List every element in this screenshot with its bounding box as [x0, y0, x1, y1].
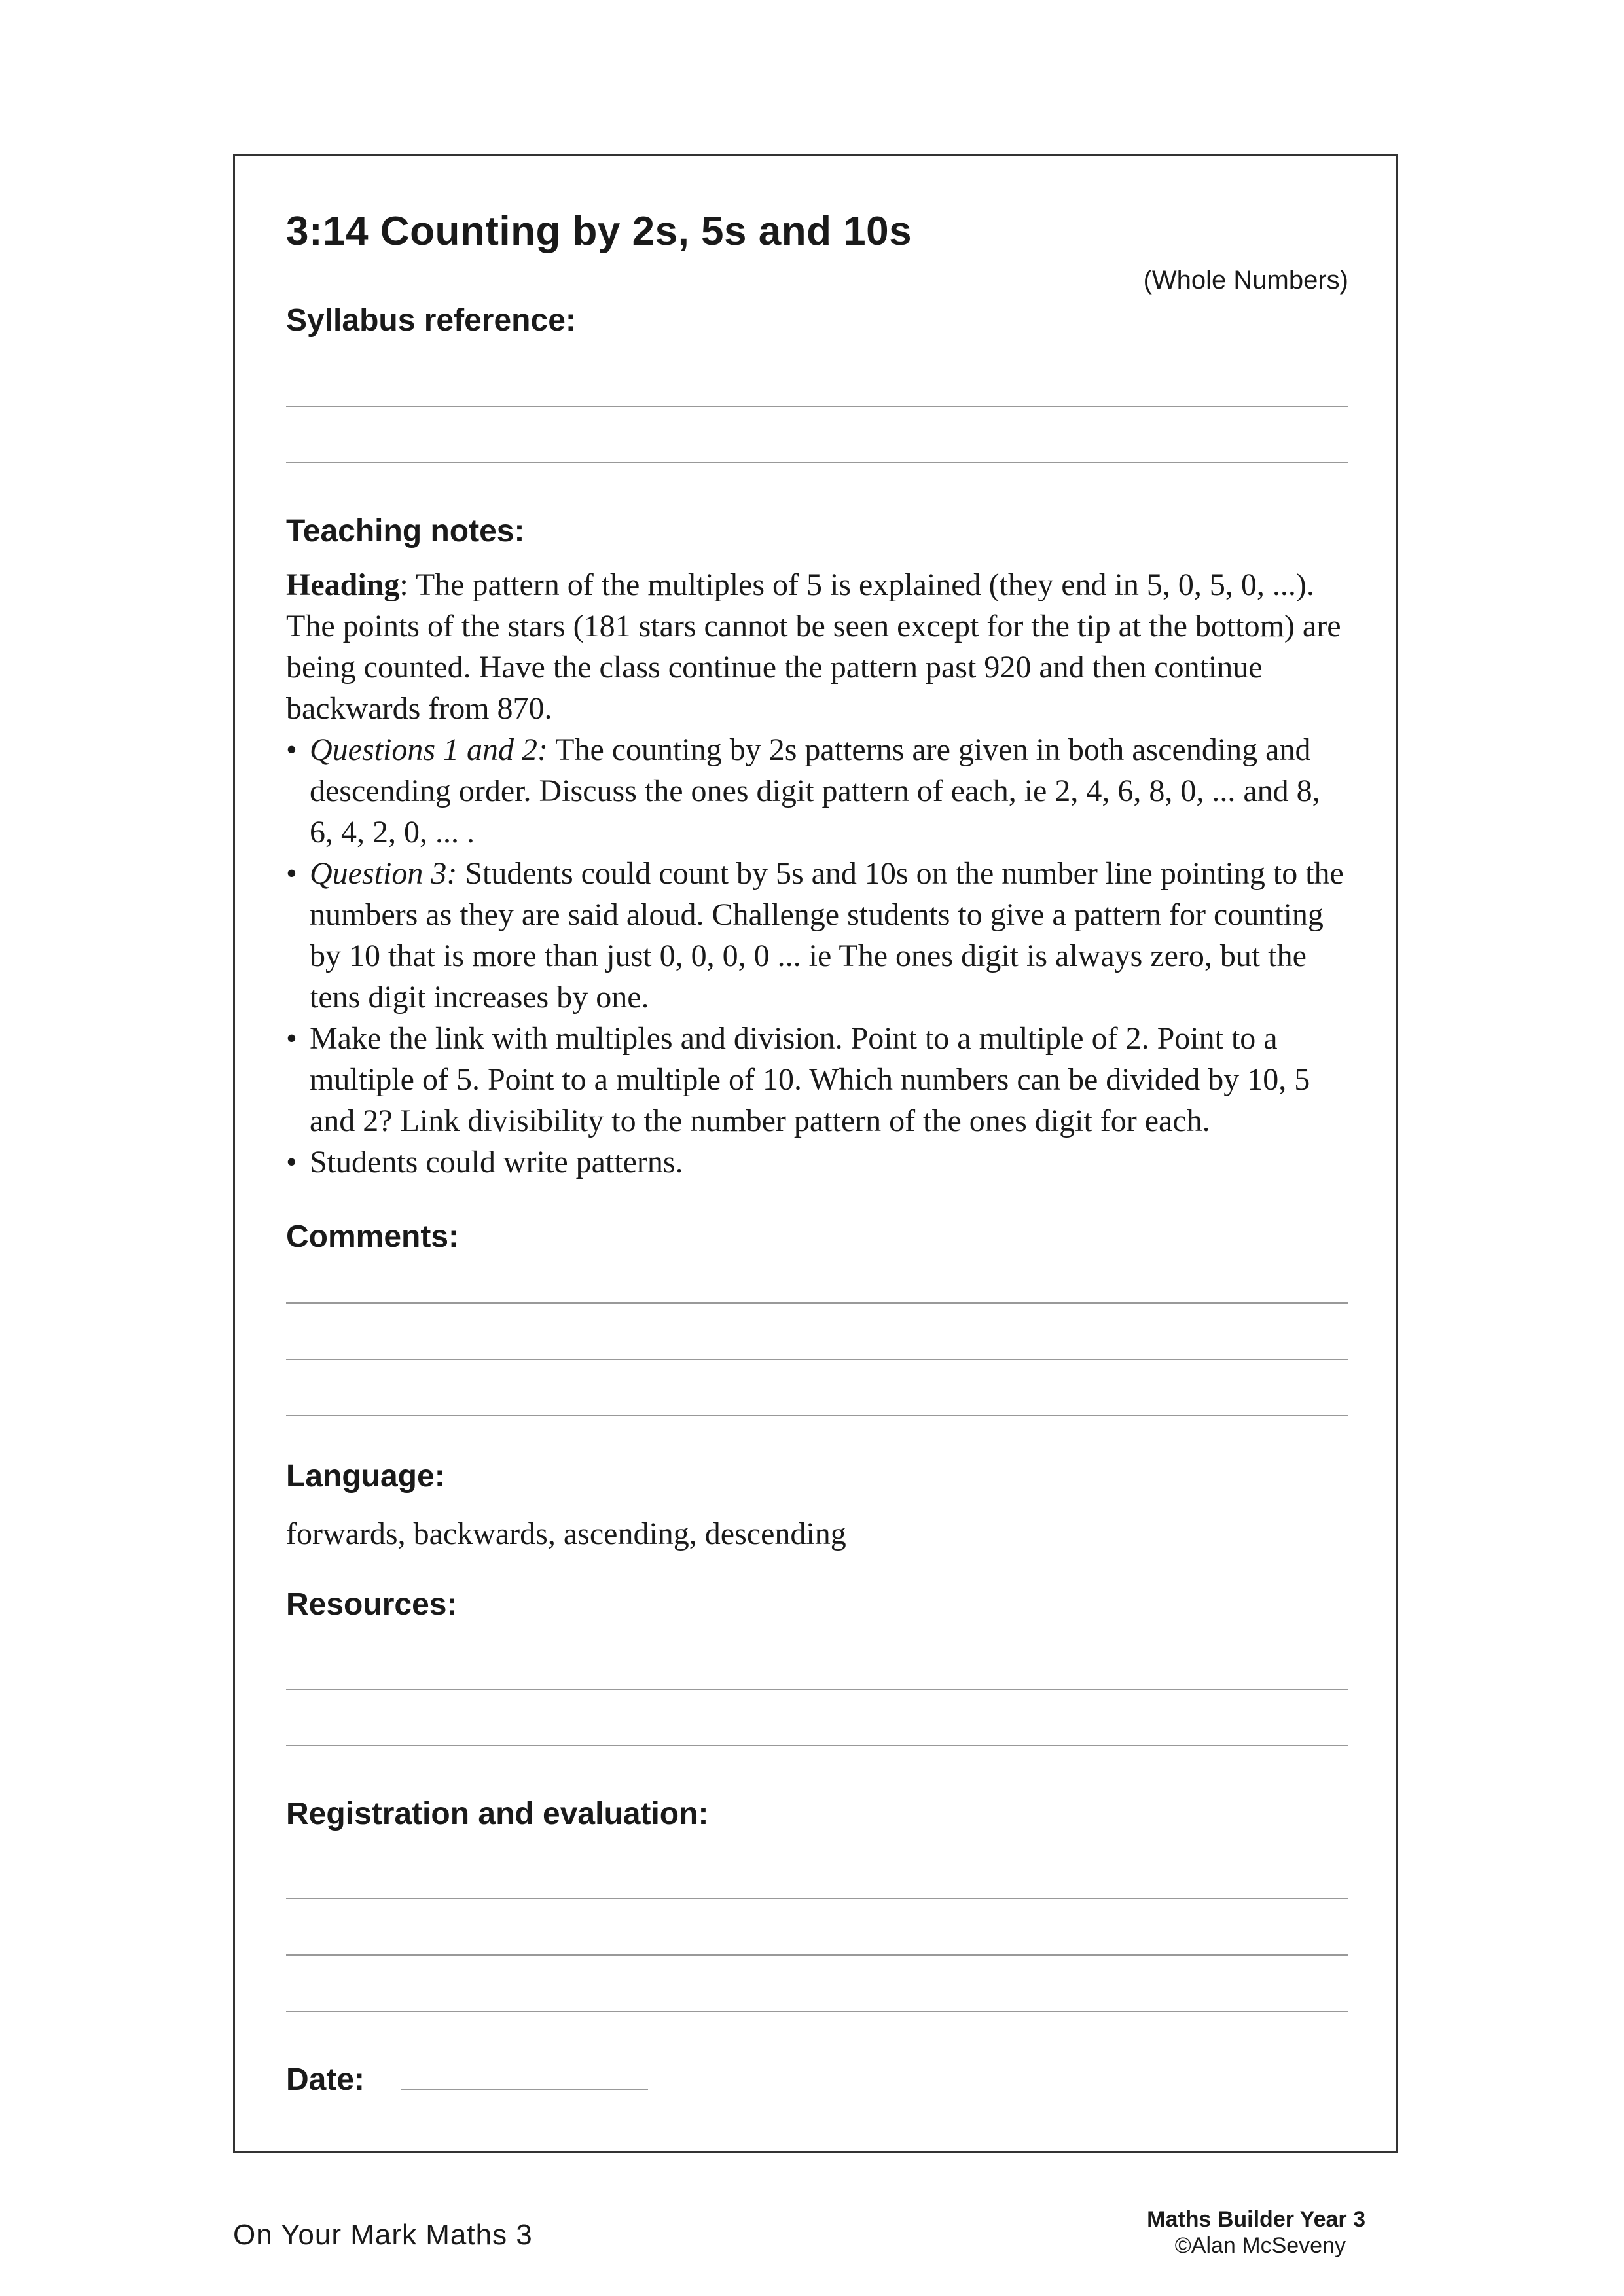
bullet-marker: •: [286, 1145, 297, 1179]
footer-copyright: ©Alan McSeveny: [1174, 2233, 1346, 2258]
notes-bullet-item: [286, 1018, 1350, 1141]
comments-line-3: [286, 1415, 1348, 1416]
syllabus-heading: Syllabus reference:: [286, 303, 576, 338]
bullet-marker: •: [286, 1021, 297, 1056]
comments-line-2: [286, 1359, 1348, 1360]
notes-bullet-item: [286, 1141, 1350, 1183]
bullet-marker: •: [286, 732, 297, 767]
notes-intro: [286, 564, 1350, 729]
notes-bullet-text: The counting by 2s patterns are given in both ascending and descending order. Discuss the ones digit pattern of each, ie 2, 4, 6, 8, 0, ... and 8, 6, 4, 2, 0, ... .: [310, 732, 1320, 850]
date-line: [401, 2089, 648, 2090]
notes-intro-label: Heading: [286, 567, 400, 602]
notes-bullet-label: Questions 1 and 2:: [310, 732, 548, 767]
notes-intro-text: : The pattern of the multiples of 5 is explained (they end in 5, 0, 5, 0, ...). The points of the stars (181 stars cannot be seen except for the tip at the bottom) are being counted. Have the class continue the pattern past 920 and then continue backwards from 870.: [286, 567, 1341, 726]
notes-bullet-label: Question 3:: [310, 856, 458, 891]
strand-label: (Whole Numbers): [1143, 266, 1348, 295]
resources-heading: Resources:: [286, 1587, 458, 1622]
syllabus-line-2: [286, 462, 1348, 463]
notes-bullet-item: [286, 729, 1350, 853]
language-text: forwards, backwards, ascending, descending: [286, 1516, 846, 1551]
registration-line-2: [286, 1954, 1348, 1956]
footer-book-title: On Your Mark Maths 3: [233, 2219, 533, 2251]
resources-line-1: [286, 1689, 1348, 1690]
date-heading: Date:: [286, 2062, 365, 2097]
teaching-notes-body: [286, 564, 1350, 1183]
page-title: 3:14 Counting by 2s, 5s and 10s: [286, 209, 912, 254]
bullet-marker: •: [286, 856, 297, 891]
registration-line-1: [286, 1898, 1348, 1899]
notes-bullet-item: [286, 853, 1350, 1018]
comments-line-1: [286, 1302, 1348, 1304]
notes-bullet-text: Make the link with multiples and division. Point to a multiple of 2. Point to a multiple of 5. Point to a multiple of 10. Which numbers can be divided by 10, 5 and 2? Link divisibility to the number pattern of the ones digit for each.: [310, 1021, 1310, 1138]
comments-heading: Comments:: [286, 1219, 460, 1254]
teaching-notes-heading: Teaching notes:: [286, 514, 525, 548]
notes-bullet-list: [286, 729, 1350, 1183]
language-heading: Language:: [286, 1459, 445, 1494]
registration-heading: Registration and evaluation:: [286, 1797, 709, 1831]
resources-line-2: [286, 1745, 1348, 1746]
registration-line-3: [286, 2011, 1348, 2012]
notes-bullet-text: Students could write patterns.: [310, 1145, 683, 1179]
footer-series-title: Maths Builder Year 3: [1147, 2207, 1365, 2232]
syllabus-line-1: [286, 406, 1348, 407]
notes-bullet-text: Students could count by 5s and 10s on the number line pointing to the numbers as they are said aloud. Challenge students to give a pattern for counting by 10 that is more than just 0, 0, 0, 0 ... ie The ones digit is always zero, but the tens digit increases by one.: [310, 856, 1344, 1014]
